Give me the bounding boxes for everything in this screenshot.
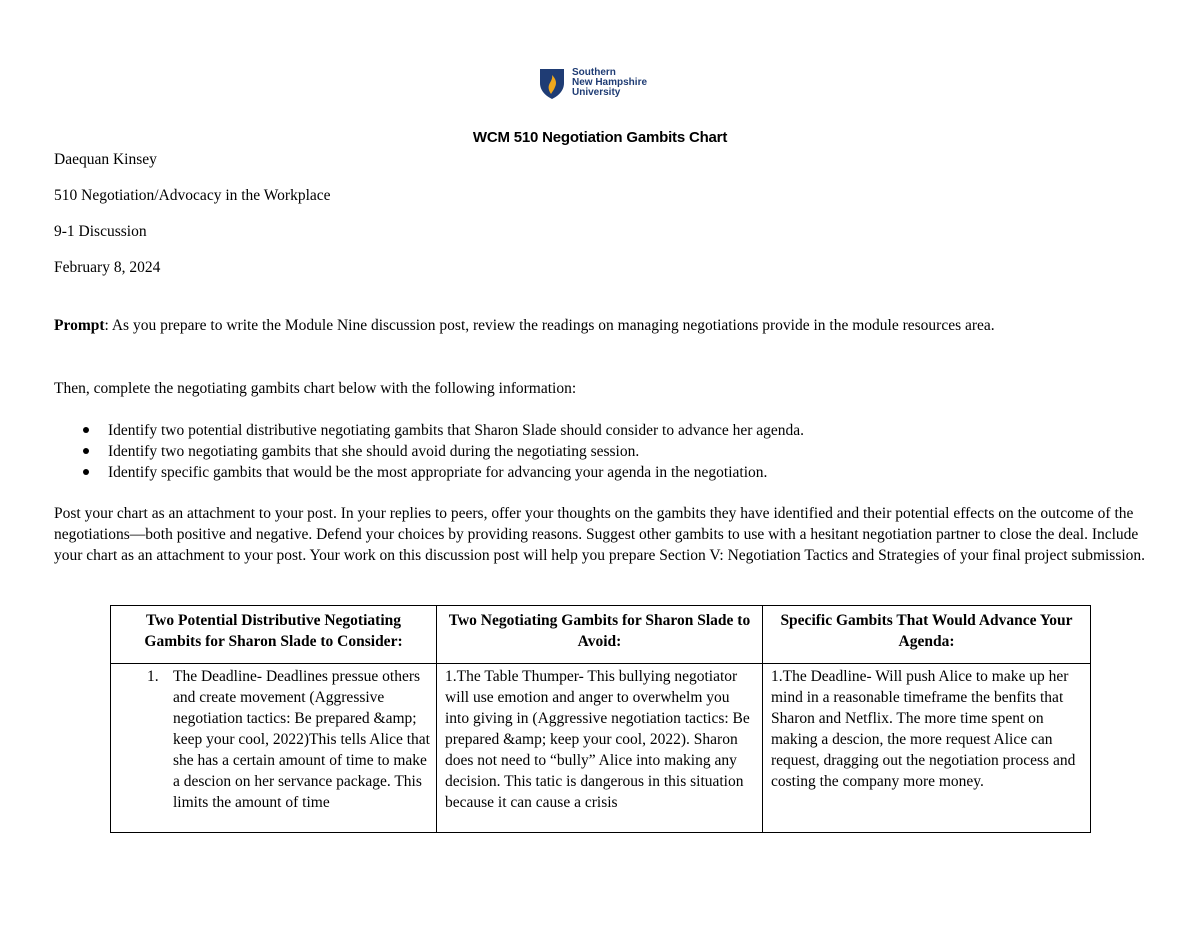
assignment-name: 9-1 Discussion (54, 223, 147, 240)
table-header-row (111, 606, 1091, 664)
list-item: Identify specific gambits that would be the most appropriate for advancing your agenda in the negotiation. (54, 462, 804, 483)
header-consider: Two Potential Distributive Negotiating Gambits for Sharon Slade to Consider: (111, 606, 437, 664)
intro-paragraph: Then, complete the negotiating gambits chart below with the following information: (54, 380, 577, 397)
author-name: Daequan Kinsey (54, 151, 157, 168)
prompt-text: : As you prepare to write the Module Nine discussion post, review the readings on managing negotiations provide in the module resources area. (104, 317, 995, 334)
document-date: February 8, 2024 (54, 259, 161, 276)
logo-wordmark (572, 68, 647, 98)
cell-avoid-text: 1.The Table Thumper- This bullying negotiator will use emotion and anger to overwhelm you into giving in (Aggressive negotiation tactics: Be prepared &amp; keep your cool, 2022). Sharon does not need to “bully” Alice into making any decision. This tatic is dangerous in this situation because it can cause a crisis (445, 668, 750, 811)
university-logo (538, 66, 678, 100)
cell-consider-text: The Deadline- Deadlines pressue others and create movement (Aggressive negotiation tactics: Be prepared &amp; keep your cool, 2022)This tells Alice that she has a certain amount of time to make a descion on her servance package. This limits the amount of time (173, 668, 430, 811)
list-item: Identify two negotiating gambits that she should avoid during the negotiating session. (54, 441, 804, 462)
logo-line-3: University (572, 87, 621, 98)
shield-flame-icon (538, 67, 566, 100)
list-item: Identify two potential distributive negotiating gambits that Sharon Slade should consider to advance her agenda. (54, 420, 804, 441)
document-title: WCM 510 Negotiation Gambits Chart (472, 129, 728, 146)
header-advance: Specific Gambits That Would Advance Your Agenda: (763, 606, 1091, 664)
header-avoid: Two Negotiating Gambits for Sharon Slade to Avoid: (437, 606, 763, 664)
table-row (111, 664, 1091, 833)
cell-consider (111, 664, 437, 833)
gambits-table (110, 605, 1091, 833)
logo-line-2: New Hampshire (572, 77, 648, 88)
logo-line-1: Southern (572, 67, 616, 78)
cell-advance (763, 664, 1091, 833)
requirements-list (54, 420, 804, 483)
prompt-paragraph (54, 315, 1149, 336)
cell-avoid (437, 664, 763, 833)
list-number: 1. (147, 668, 159, 685)
instructions-paragraph: Post your chart as an attachment to your post. In your replies to peers, offer your thoughts on the gambits they have identified and their potential effects on the outcome of the negotiations—both positive and negative. Defend your choices by providing reasons. Suggest other gambits to use with a hesitant negotiation partner to close the deal. Include your chart as an attachment to your post. Your work on this discussion post will help you prepare Section V: Negotiation Tactics and Strategies of your final project submission. (54, 505, 1146, 564)
cell-advance-text: 1.The Deadline- Will push Alice to make up her mind in a reasonable timeframe the benfits that Sharon and Netflix. The more time spent on making a descion, the more request Alice can request, dragging out the negotiation process and costing the company more money. (771, 668, 1076, 790)
course-name: 510 Negotiation/Advocacy in the Workplace (54, 187, 331, 204)
prompt-label: Prompt (54, 317, 105, 334)
